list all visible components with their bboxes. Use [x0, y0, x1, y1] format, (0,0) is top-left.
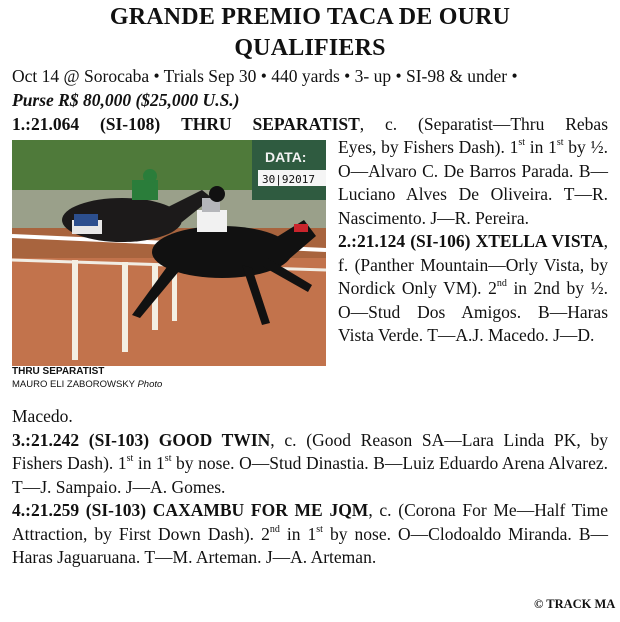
- entry-4-rank-time: 4.:21.259: [12, 500, 80, 520]
- entry-4-owner: O—Clodoaldo Miranda.: [398, 523, 572, 544]
- entry-4-jockey: J—A. Arteman.: [265, 547, 377, 567]
- entry-1-jockey: J—R. Pereira.: [430, 207, 530, 228]
- entry-3-breeder: B—Luiz Eduardo Arena Alvarez.: [373, 453, 609, 473]
- entry-2-finish: 2nd in 2nd by ½.: [488, 278, 608, 298]
- entry-4-finish: 2nd in 1st by nose.: [261, 523, 391, 544]
- entry-2-si: (SI-106): [410, 231, 471, 251]
- right-column: [338, 136, 608, 348]
- entry-3-pedigree: (Good Reason SA—Lara Linda PK, by Fishers Dash).: [12, 429, 609, 473]
- entry-1-finish: 1st in 1st by ½.: [509, 137, 609, 157]
- copyright-footer: © TRACK MA: [534, 597, 616, 611]
- photo-credit: [12, 379, 162, 391]
- article-title-line2: QUALIFIERS: [234, 35, 386, 61]
- entry-1-sex: , c.: [359, 114, 398, 134]
- race-photo: [12, 140, 326, 366]
- entry-4-horse: CAXAMBU FOR ME JQM: [152, 500, 369, 520]
- entry-2-owner: O—Stud Dos Amigos.: [338, 301, 522, 322]
- entry-1-trainer: T—R. Nascimento.: [338, 184, 608, 228]
- entry-1-rank-time: 1.:21.064: [12, 114, 80, 134]
- entry-2-trainer: T—A.J. Macedo.: [427, 325, 549, 345]
- entry-1-pedigree-end: Eyes, by Fishers Dash).: [338, 137, 505, 157]
- photo-credit-name: MAURO ELI ZABOROWSKY: [12, 379, 135, 390]
- entry-3-finish: 1st in 1st by nose.: [117, 453, 235, 473]
- full-column: [12, 405, 608, 570]
- photo-credit-suffix: Photo: [137, 379, 163, 390]
- entry-3-rank-time: 3.:21.242: [12, 429, 80, 450]
- entry-3-trainer: T—J. Sampaio.: [12, 476, 122, 497]
- race-purse: Purse R$ 80,000 ($25,000 U.S.): [12, 90, 240, 110]
- entry-1-pedigree-start: (Separatist—Thru Rebas: [418, 114, 609, 134]
- entry-2-jockey-cont: Macedo.: [12, 406, 73, 426]
- entry-2-pedigree: (Panther Mountain—Orly Vista, by Nordick Only VM).: [338, 254, 608, 298]
- entry-4-trainer: T—M. Arteman.: [144, 547, 262, 567]
- entry-4-pedigree: (Corona For Me—Half Time Attraction, by First Down Dash).: [12, 500, 609, 544]
- entry-1-si: (SI-108): [99, 114, 161, 134]
- score-board: [252, 140, 326, 200]
- board-label: DATA:: [265, 149, 307, 165]
- entry-2-breeder: B—Haras Vista Verde.: [338, 301, 609, 345]
- entry-1-owner: O—Alvaro C. De Barros Parada.: [338, 160, 574, 181]
- board-value: 30|92017: [262, 173, 315, 186]
- race-photo-image: [12, 140, 326, 366]
- entry-1-breeder: B—Luciano Alves De Oliveira.: [338, 160, 609, 204]
- photo-caption: THRU SEPARATIST: [12, 366, 105, 377]
- entry-3-horse: GOOD TWIN: [158, 429, 271, 450]
- entry-3-jockey: J—A. Gomes.: [125, 476, 226, 497]
- entry-1-heading: [12, 112, 608, 136]
- entry-1-horse: THRU SEPARATIST: [181, 114, 360, 134]
- entry-4-sex: , c.: [368, 500, 392, 520]
- entry-3-si: (SI-103): [88, 429, 150, 450]
- race-info: Oct 14 @ Sorocaba • Trials Sep 30 • 440 yards • 3- up • SI-98 & under •: [12, 66, 518, 86]
- entry-2-sex: , f.: [338, 231, 608, 275]
- entry-3-sex: , c.: [270, 429, 297, 450]
- entry-2-rank-time: 2.:21.124: [338, 231, 406, 251]
- entry-3-owner: O—Stud Dinastia.: [239, 453, 369, 473]
- entry-4-si: (SI-103): [85, 500, 147, 520]
- entry-4-breeder: B—Haras Jaguaruana.: [12, 523, 609, 567]
- entry-2-horse: XTELLA VISTA: [475, 231, 604, 251]
- entry-2-jockey: J—D.: [553, 325, 595, 345]
- article-title-line1: GRANDE PREMIO TACA DE OURU: [109, 4, 511, 30]
